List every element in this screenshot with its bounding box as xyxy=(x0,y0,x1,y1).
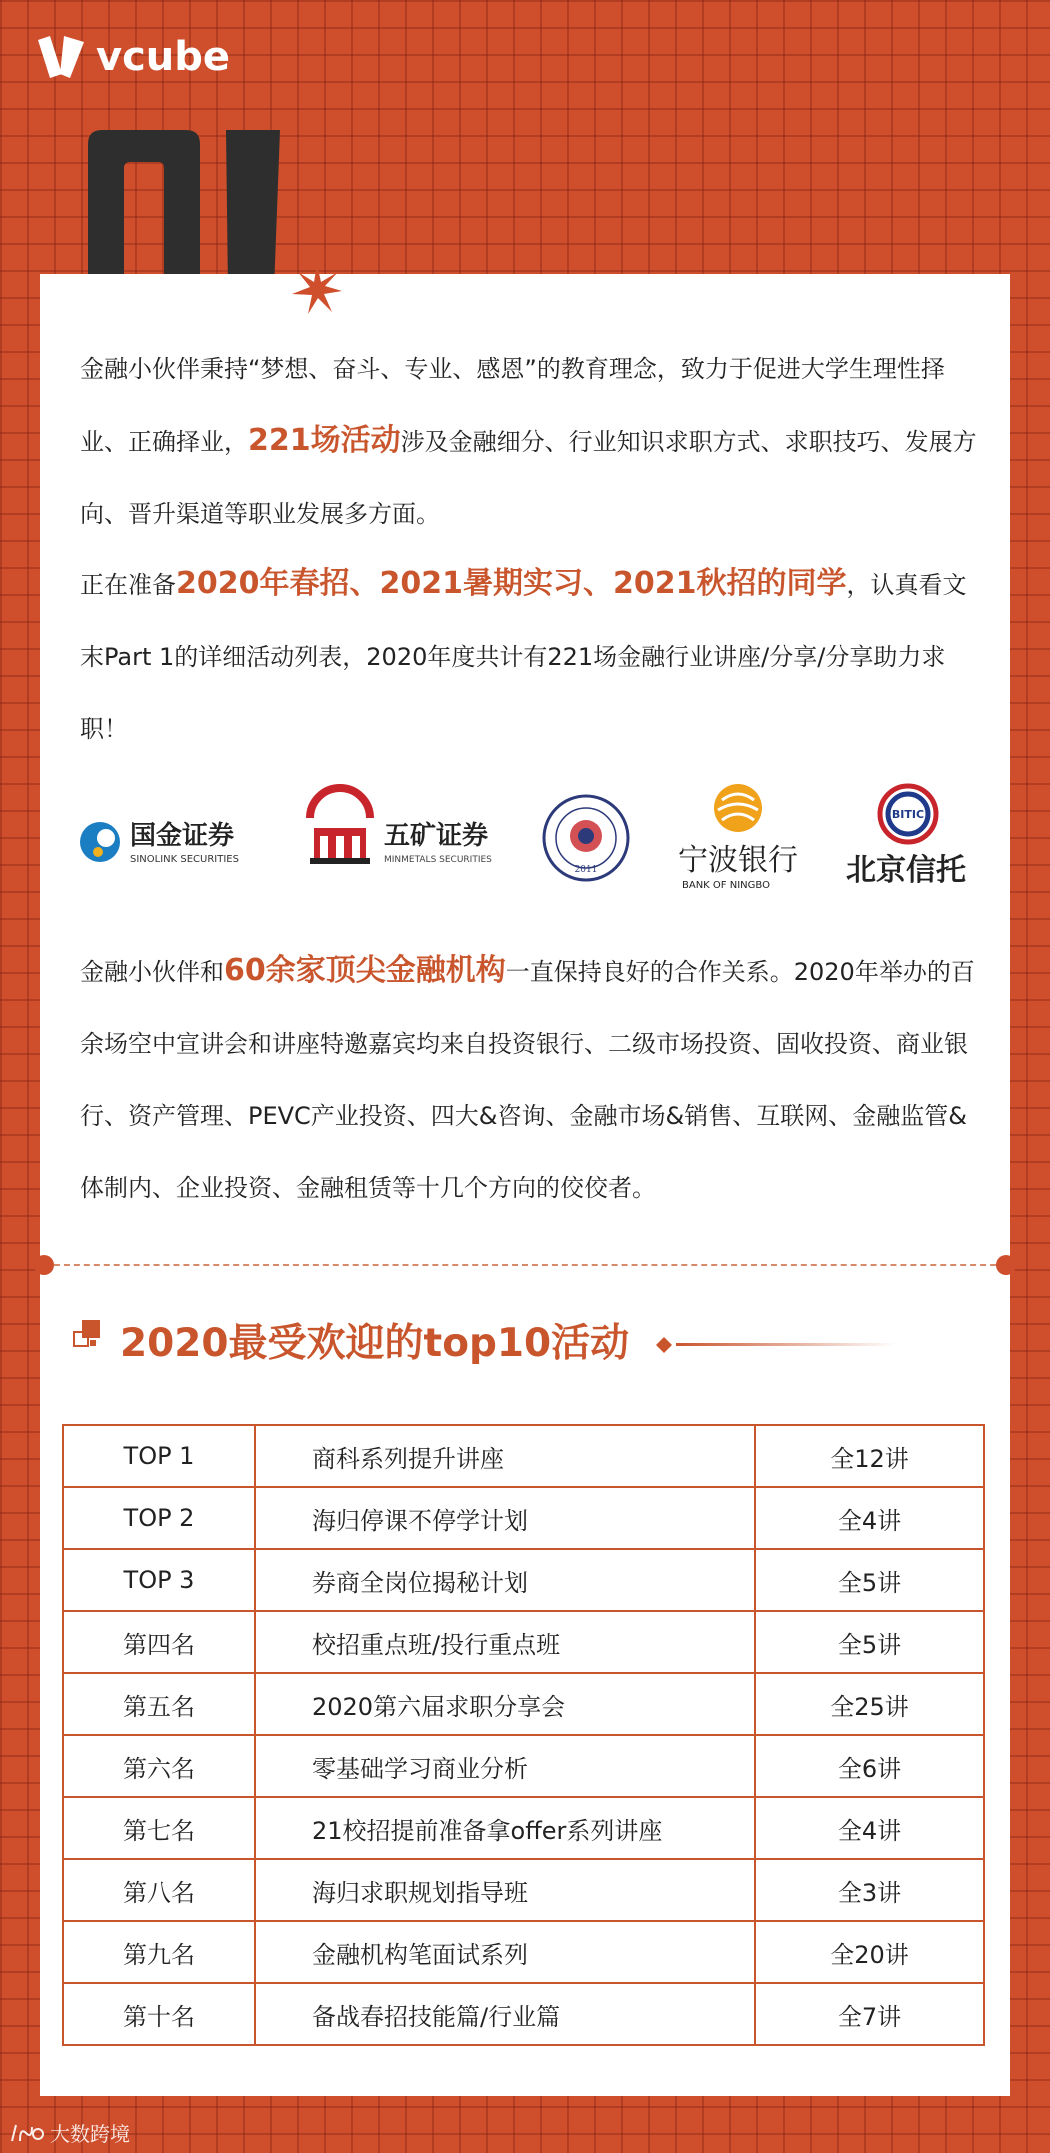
svg-text:宁波银行: 宁波银行 xyxy=(678,843,798,878)
divider-notch-left xyxy=(34,1255,54,1275)
lecture-count-cell: 全5讲 xyxy=(755,1549,984,1611)
timeshole-logo xyxy=(544,796,628,880)
activity-name-cell: 商科系列提升讲座 xyxy=(255,1425,755,1487)
highlight-partner-count: 60余家顶尖金融机构 xyxy=(224,953,506,988)
rank-cell: TOP 1 xyxy=(63,1425,255,1487)
section-title: 2020最受欢迎的top10活动 xyxy=(120,1321,630,1366)
activity-name-cell: 海归求职规划指导班 xyxy=(255,1859,755,1921)
section-marker-icon xyxy=(70,1318,106,1354)
svg-text:北京信托: 北京信托 xyxy=(846,853,966,888)
rank-cell: 第八名 xyxy=(63,1859,255,1921)
table-row xyxy=(63,1549,984,1611)
activity-name-cell: 券商全岗位揭秘计划 xyxy=(255,1549,755,1611)
svg-text:SINOLINK SECURITIES: SINOLINK SECURITIES xyxy=(130,854,239,865)
lecture-count-cell: 全12讲 xyxy=(755,1425,984,1487)
rank-cell: 第九名 xyxy=(63,1921,255,1983)
table-row xyxy=(63,1921,984,1983)
svg-text:2011: 2011 xyxy=(574,865,598,875)
activity-name-cell: 21校招提前准备拿offer系列讲座 xyxy=(255,1797,755,1859)
table-row xyxy=(63,1859,984,1921)
sinolink-logo xyxy=(80,820,239,865)
lecture-count-cell: 全3讲 xyxy=(755,1859,984,1921)
bank-of-ningbo-logo xyxy=(678,784,798,891)
vcube-mark-icon xyxy=(36,34,86,80)
lecture-count-cell: 全5讲 xyxy=(755,1611,984,1673)
minmetals-logo xyxy=(310,788,492,865)
table-row xyxy=(63,1425,984,1487)
table-row xyxy=(63,1673,984,1735)
title-decoration-line xyxy=(656,1333,896,1357)
activity-name-cell: 海归停课不停学计划 xyxy=(255,1487,755,1549)
rank-cell: 第四名 xyxy=(63,1611,255,1673)
lecture-count-cell: 全7讲 xyxy=(755,1983,984,2045)
svg-text:五矿证券: 五矿证券 xyxy=(384,821,489,851)
table-row xyxy=(63,1797,984,1859)
rank-cell: 第七名 xyxy=(63,1797,255,1859)
activity-name-cell: 金融机构笔面试系列 xyxy=(255,1921,755,1983)
svg-text:MINMETALS SECURITIES: MINMETALS SECURITIES xyxy=(384,855,492,865)
activity-name-cell: 校招重点班/投行重点班 xyxy=(255,1611,755,1673)
rank-cell: 第六名 xyxy=(63,1735,255,1797)
rank-cell: TOP 3 xyxy=(63,1549,255,1611)
intro-paragraph: 金融小伙伴秉持“梦想、奋斗、专业、感恩”的教育理念，致力于促进大学生理性择业、正确择业，221场活动涉及金融细分、行业知识求职方式、求职技巧、发展方向、晋升渠道等职业发展多方面。 xyxy=(80,355,977,528)
table-row xyxy=(63,1611,984,1673)
watermark xyxy=(10,2118,130,2147)
partner-logos xyxy=(78,780,998,900)
rank-cell: 第五名 xyxy=(63,1673,255,1735)
beijing-trust-logo xyxy=(846,786,966,888)
activity-name-cell: 2020第六届求职分享会 xyxy=(255,1673,755,1735)
table-row xyxy=(63,1735,984,1797)
dashed-divider xyxy=(44,1264,1006,1266)
rank-cell: TOP 2 xyxy=(63,1487,255,1549)
sparkle-icon xyxy=(292,264,342,314)
table-row xyxy=(63,1487,984,1549)
table-row xyxy=(63,1983,984,2045)
lecture-count-cell: 全6讲 xyxy=(755,1735,984,1797)
activity-name-cell: 零基础学习商业分析 xyxy=(255,1735,755,1797)
lecture-count-cell: 全25讲 xyxy=(755,1673,984,1735)
target-paragraph: 正在准备2020年春招、2021暑期实习、2021秋招的同学，认真看文末Part 1的详细活动列表，2020年度共计有221场金融行业讲座/分享/分享助力求职！ xyxy=(80,566,967,743)
watermark-icon xyxy=(10,2123,44,2143)
top10-table xyxy=(62,1424,985,2046)
highlight-activity-count: 221场活动 xyxy=(248,423,401,458)
divider-notch-right xyxy=(996,1255,1016,1275)
highlight-target-students: 2020年春招、2021暑期实习、2021秋招的同学 xyxy=(176,566,847,601)
brand-name: vcube xyxy=(96,34,231,80)
lecture-count-cell: 全4讲 xyxy=(755,1797,984,1859)
rank-cell: 第十名 xyxy=(63,1983,255,2045)
lecture-count-cell: 全4讲 xyxy=(755,1487,984,1549)
watermark-text: 大数跨境 xyxy=(50,2122,130,2146)
activity-name-cell: 备战春招技能篇/行业篇 xyxy=(255,1983,755,2045)
svg-text:国金证券: 国金证券 xyxy=(130,821,235,851)
svg-text:BITIC: BITIC xyxy=(891,808,925,821)
brand-logo xyxy=(36,34,230,80)
section-number-01 xyxy=(88,130,288,290)
lecture-count-cell: 全20讲 xyxy=(755,1921,984,1983)
partners-paragraph: 金融小伙伴和60余家顶尖金融机构一直保持良好的合作关系。2020年举办的百余场空中宣讲会和讲座特邀嘉宾均来自投资银行、二级市场投资、固收投资、商业银行、资产管理、PEVC产业投资、四大&咨询、金融市场&销售、互联网、金融监管&体制内、企业投资、金融租赁等十几个方向的佼佼者。 xyxy=(80,953,975,1202)
svg-text:BANK OF NINGBO: BANK OF NINGBO xyxy=(682,880,770,891)
